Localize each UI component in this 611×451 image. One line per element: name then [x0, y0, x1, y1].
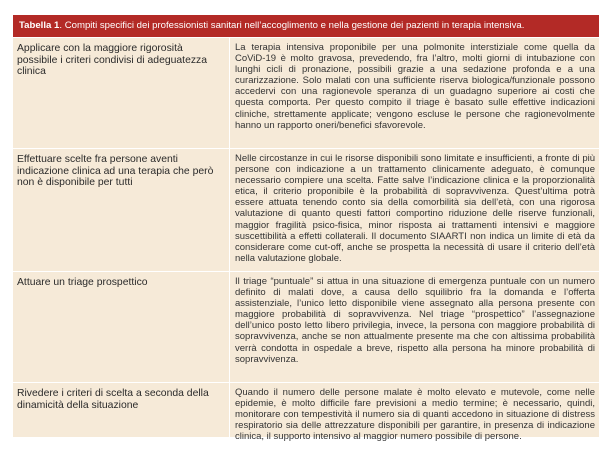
- table-row: [13, 148, 599, 271]
- table-container: [13, 15, 599, 443]
- task-cell: Applicare con la maggiore rigorosità possibile i criteri condivisi di adeguatezza clinica: [17, 43, 208, 78]
- description-cell: La terapia intensiva proponibile per una polmonite interstiziale come quella da CoViD-19 è molto gravosa, prevedendo, fra l’altro, molti giorni di intubazione con lunghi cicli di pronazione, possibili grazie a una sedazione profonda e a una curarizzazione. Solo malati con una sufficiente riserva biologica/funzionale possono accedervi con una ragionevole speranza di un guadagno superiore ai costi che questa comporta. Per questo compito il triage è basato sulle effettive indicazioni cliniche, strettamente applicate; vengono escluse le persone che ragionevolmente hanno un rapporto oneri/benefici sfavorevole.: [229, 38, 599, 148]
- table-caption-text: . Compiti specifici dei professionisti sanitari nell’accoglimento e nella gestione dei pazienti in terapia intensiva.: [59, 20, 525, 31]
- task-cell: Attuare un triage prospettico: [17, 277, 148, 288]
- description-cell: Nelle circostanze in cui le risorse disponibili sono limitate e insufficienti, a fronte di più persone con indicazione a un trattamento clinicamente adeguato, è comunque necessario compiere una scelta. Fatte salve l’indicazione clinica e la proporzionalità etica, il criterio proponibile è la probabilità di sopravvivenza. Quest’ultima potrà essere attuata tenendo conto sia della comorbilità sia dell’età, con una rigorosa valutazione di quanto questi fattori comportino riduzione delle riserve funzionali, maggior fragilità psico-fisica, minor risposta ai trattamenti intensivi e maggiore suscettibilità a effetti collaterali. Il documento SIAARTI non indica un limite di età da considerare come cut-off, anche se prospetta la necessità di usare il criterio dell’età nella valutazione globale.: [229, 149, 599, 271]
- table-row: [13, 37, 599, 148]
- task-cell: Effettuare scelte fra persone aventi indicazione clinica ad una terapia che però non è disponibile per tutti: [17, 154, 214, 189]
- table-row: [13, 271, 599, 382]
- description-cell: Il triage “puntuale” si attua in una situazione di emergenza puntuale con un numero definito di malati dove, a causa dello squilibrio fra la domanda e l’offerta assistenziale, l’unico letto disponibile viene assegnato alla persona presente con maggiore probabilità di sopravvivenza. Nel triage “prospettico” l’assegnazione dell’unico posto letto libero privilegia, invece, la persona con maggiore probabilità di sopravvivenza, anche se non attualmente presente ma che con altissima probabilità verrà condotta in ospedale a breve, rispetto alla persona ha minore probabilità di sopravvivenza.: [229, 272, 599, 382]
- table-caption: [13, 15, 599, 37]
- description-cell: Quando il numero delle persone malate è molto elevato e mutevole, come nelle epidemie, è molto difficile fare previsioni a medio termine; è necessario, quindi, monitorare con tempestività il numero sia di quanti accedono in situazione di distress respiratorio sia delle attrezzature disponibili per garantire, in presenza di indicazione clinica, il supporto intensivo al maggior numero possibile di persone.: [229, 383, 599, 437]
- task-cell: Rivedere i criteri di scelta a seconda della dinamicità della situazione: [17, 388, 209, 411]
- table-row: [13, 382, 599, 443]
- table-caption-label: Tabella 1: [19, 20, 60, 31]
